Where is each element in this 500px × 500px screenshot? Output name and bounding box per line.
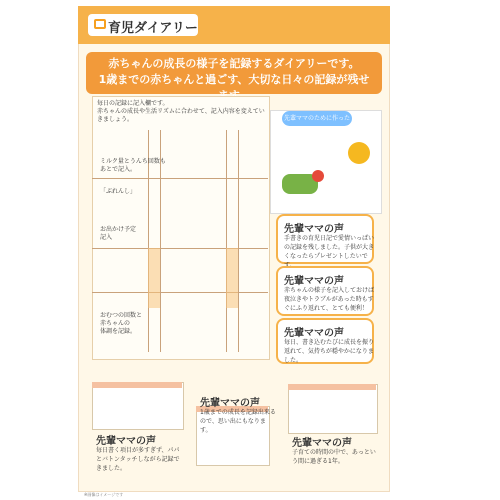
voice-body: 赤ちゃんの様子を記入しておけば夜泣きやトラブルがあった時もすぐにふり返れて、とても便利！ bbox=[284, 287, 375, 312]
shaded-cell bbox=[226, 248, 238, 308]
page-title: 育児ダイアリー bbox=[108, 21, 198, 36]
caterpillar-head-icon bbox=[312, 170, 324, 182]
sheet-intro-line1: 毎日の記録に記入欄です。 bbox=[97, 100, 169, 107]
voice-title: 先輩ママの声 bbox=[284, 276, 344, 287]
bottom-voice-body: 子育ての時間の中で、あっという間に過ぎる1年。 bbox=[292, 449, 376, 465]
voice-body: 手書きの育児日記で愛情いっぱいの記録を残しました。子供が大きくなったらプレゼントしたいで bbox=[284, 235, 375, 260]
bottom-voice-body: 1歳までの成長を記録出来るので、思い出にもなります。 bbox=[200, 409, 276, 434]
voice-body: 毎日、書き込むたびに成長を振り返れて、気持ちが穏やかになりました。 bbox=[284, 339, 375, 364]
mini-diary bbox=[288, 384, 378, 434]
bottom-voice-title: 先輩ママの声 bbox=[96, 436, 156, 447]
banner-line-1: 赤ちゃんの成長の様子を記録するダイアリーです。 bbox=[108, 57, 360, 70]
bottom-voice-body: 毎日書く項目が多すぎず、パパとバトンタッチしながら記録できました。 bbox=[96, 447, 180, 472]
mini-stripe bbox=[92, 382, 182, 388]
book-icon bbox=[94, 19, 106, 29]
sheet-intro-line2: 赤ちゃんの成長や生活リズムに合わせて、記入内容を変えていきましょう。 bbox=[97, 108, 265, 123]
note: 「ぶれんし」 bbox=[100, 188, 137, 195]
mini-stripe bbox=[288, 384, 376, 390]
note: ミルク量とうんち回数も bbox=[100, 158, 166, 165]
note: おむつの回数と bbox=[100, 312, 143, 319]
banner-line-2: 1歳までの赤ちゃんと過ごす、大切な日々の記録が残せ bbox=[98, 73, 370, 86]
grid-line bbox=[92, 178, 268, 179]
voice-title: 先輩ママの声 bbox=[284, 224, 344, 235]
voice-title: 先輩ママの声 bbox=[284, 328, 344, 339]
mini-diary bbox=[92, 382, 184, 430]
grid-line bbox=[92, 248, 268, 249]
sun-icon bbox=[348, 142, 370, 164]
note: お出かけ予定 bbox=[100, 226, 137, 233]
note: あとで記入。 bbox=[100, 166, 137, 173]
bottom-voice-title: 先輩ママの声 bbox=[292, 438, 352, 449]
grid-line bbox=[238, 130, 239, 352]
shaded-cell bbox=[148, 248, 160, 308]
grid-line bbox=[92, 292, 268, 293]
note: 赤ちゃんの bbox=[100, 320, 131, 327]
note: 体調を記録。 bbox=[100, 328, 137, 335]
sheet-intro bbox=[97, 100, 267, 124]
grid-line bbox=[226, 130, 227, 352]
card-label: 先輩ママのために作った 育児ダイアリーです bbox=[282, 111, 352, 126]
caption: ※画像はイメージです bbox=[84, 492, 124, 497]
bottom-voice-title: 先輩ママの声 bbox=[200, 398, 260, 409]
note: 記入 bbox=[100, 234, 113, 241]
